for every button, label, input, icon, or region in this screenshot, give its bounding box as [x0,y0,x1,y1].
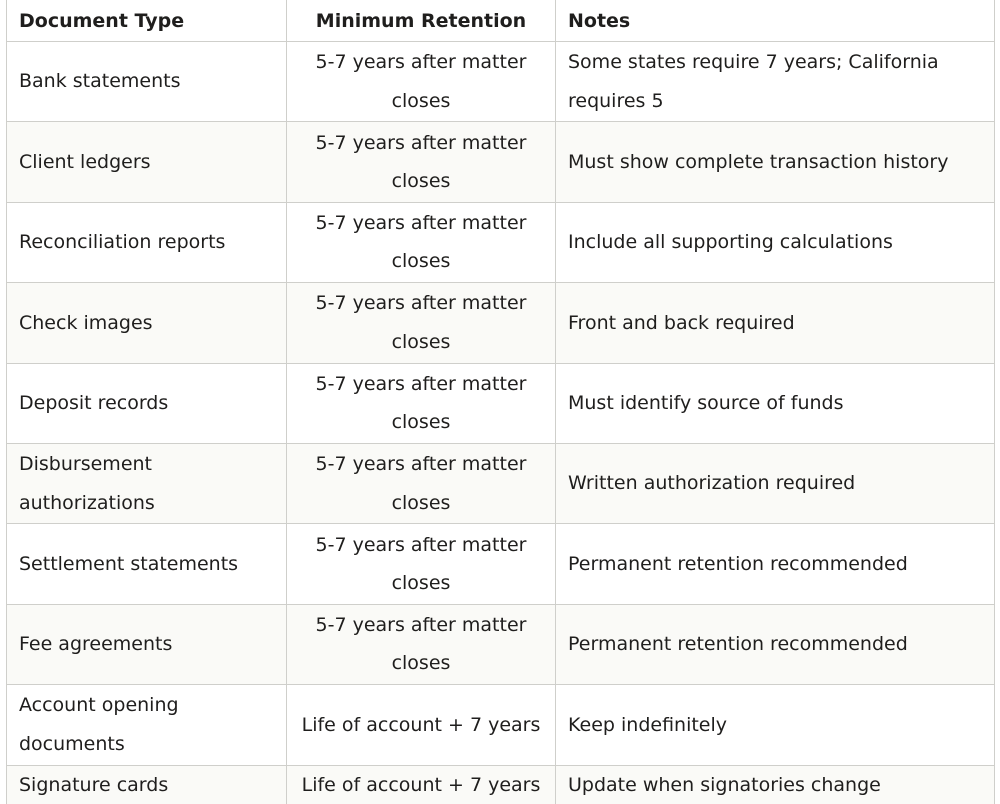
cell-minimum-retention: 5-7 years after matter closes [287,122,556,202]
cell-document-type: Check images [7,283,287,363]
cell-minimum-retention: 5-7 years after matter closes [287,604,556,684]
header-minimum-retention: Minimum Retention [287,0,556,42]
cell-document-type: Bank statements [7,42,287,122]
cell-notes: Keep indefinitely [556,685,995,765]
cell-notes: Front and back required [556,283,995,363]
cell-minimum-retention: 5-7 years after matter closes [287,42,556,122]
cell-minimum-retention: 5-7 years after matter closes [287,283,556,363]
header-notes: Notes [556,0,995,42]
cell-notes: Written authorization required [556,443,995,523]
cell-document-type: Signature cards [7,765,287,804]
table-row [7,524,995,604]
cell-notes: Include all supporting calculations [556,202,995,282]
cell-document-type: Reconciliation reports [7,202,287,282]
cell-document-type: Client ledgers [7,122,287,202]
cell-minimum-retention: 5-7 years after matter closes [287,363,556,443]
cell-notes: Some states require 7 years; California requires 5 [556,42,995,122]
document-retention-table [6,0,995,804]
table-row [7,283,995,363]
cell-notes: Permanent retention recommended [556,524,995,604]
table-row [7,202,995,282]
table-row [7,604,995,684]
cell-document-type: Account opening documents [7,685,287,765]
cell-document-type: Deposit records [7,363,287,443]
cell-document-type: Fee agreements [7,604,287,684]
table-row [7,443,995,523]
table-row [7,363,995,443]
cell-notes: Update when signatories change [556,765,995,804]
header-document-type: Document Type [7,0,287,42]
cell-document-type: Disbursement authorizations [7,443,287,523]
cell-minimum-retention: 5-7 years after matter closes [287,202,556,282]
table-row [7,765,995,804]
cell-minimum-retention: 5-7 years after matter closes [287,524,556,604]
table-row [7,42,995,122]
table-header-row [7,0,995,42]
cell-minimum-retention: Life of account + 7 years [287,685,556,765]
cell-document-type: Settlement statements [7,524,287,604]
cell-notes: Must show complete transaction history [556,122,995,202]
table-row [7,685,995,765]
cell-minimum-retention: Life of account + 7 years [287,765,556,804]
cell-notes: Must identify source of funds [556,363,995,443]
cell-minimum-retention: 5-7 years after matter closes [287,443,556,523]
cell-notes: Permanent retention recommended [556,604,995,684]
table-row [7,122,995,202]
